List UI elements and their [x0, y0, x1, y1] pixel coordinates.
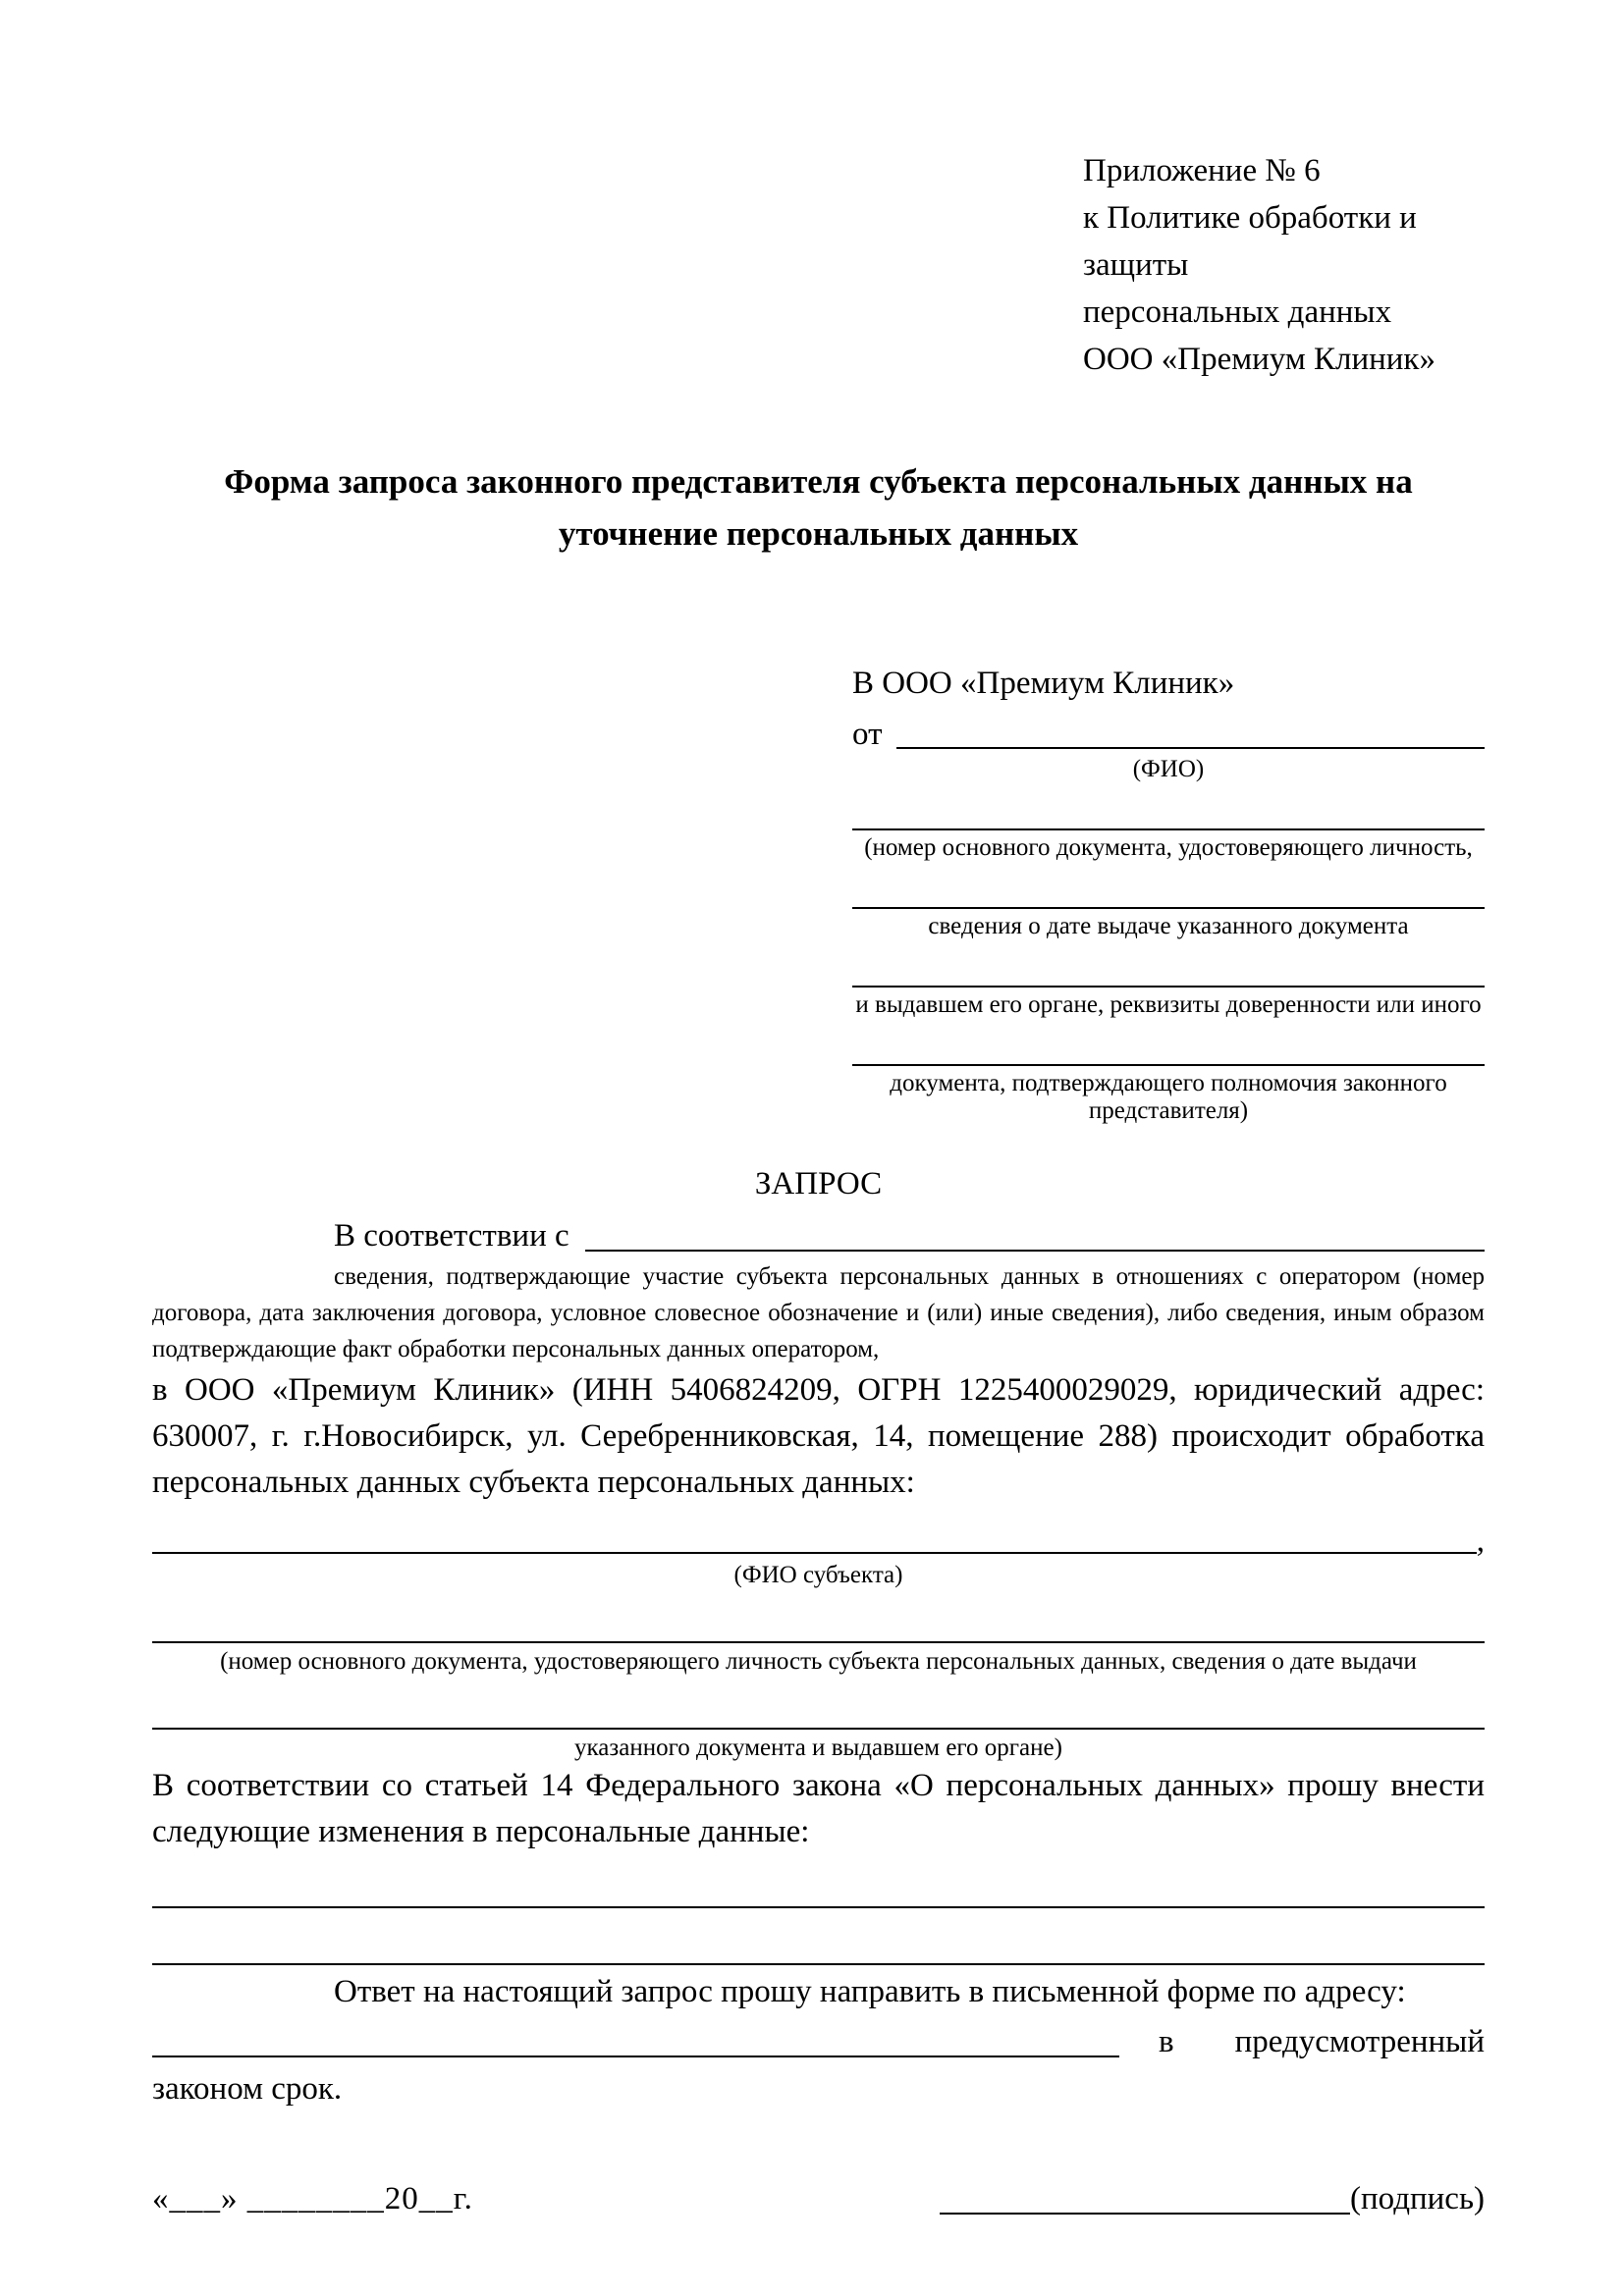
operator-paragraph: в ООО «Премиум Клиник» (ИНН 5406824209, ОГРН 1225400029029, юридический адрес: 630007, г. г.Новосибирск, ул. Серебренниковская, 14, помещение 288) происходит обработка персональных данных субъекта персональных данных: [152, 1372, 1485, 1500]
issue-date-caption: сведения о дате выдаче указанного документа [928, 913, 1409, 939]
reply-sentence: Ответ на настоящий запрос прошу направить в письменной форме по адресу: [334, 1974, 1406, 2009]
date-blank: «___» ________20__г. [152, 2181, 473, 2216]
appendix-line: к Политике обработки и защиты [1083, 200, 1417, 283]
issue-date-blank-line [852, 864, 1485, 909]
subject-document-caption-line2: указанного документа и выдавшем его органе) [574, 1735, 1062, 1761]
subject-fio-caption: (ФИО субъекта) [733, 1562, 903, 1588]
reply-word-predusmotrenny: предусмотренный [1234, 2024, 1485, 2059]
appendix-line: персональных данных [1083, 294, 1392, 330]
request-heading: ЗАПРОС [754, 1166, 883, 1201]
signature-caption: (подпись) [1350, 2181, 1485, 2216]
reply-word-v: в [1159, 2024, 1174, 2059]
changes-blank-line-1 [152, 1855, 1485, 1908]
appendix-line: ООО «Премиум Клиник» [1083, 342, 1435, 377]
appendix-block [1083, 147, 1485, 383]
signature-part [940, 2176, 1485, 2221]
document-number-caption: (номер основного документа, удостоверяющего личность, [864, 834, 1473, 861]
from-label: от [852, 717, 883, 752]
from-fio-blank-line [896, 747, 1486, 749]
document-content [152, 147, 1485, 2221]
comma-tail: , [1476, 1523, 1485, 1559]
document-number-blank-line [852, 785, 1485, 830]
authority-document-blank-line [852, 1021, 1485, 1066]
addressee-block [852, 660, 1485, 1125]
subject-document-caption-line1: (номер основного документа, удостоверяющего личность субъекта персональных данных, сведения о дате выдачи [220, 1648, 1417, 1675]
subject-document-blank-line [152, 1590, 1485, 1643]
subject-fio-row [152, 1506, 1485, 1561]
changes-blank-line-2 [152, 1912, 1485, 1965]
basis-blank-line [585, 1250, 1485, 1252]
signature-blank-line [940, 2213, 1350, 2215]
document-title: Форма запроса законного представителя субъекта персональных данных на уточнение персональных данных [224, 462, 1413, 553]
from-row [852, 707, 1485, 756]
issuing-authority-caption: и выдавшем его органе, реквизиты доверенности или иного [855, 991, 1482, 1018]
fio-caption: (ФИО) [1132, 756, 1205, 782]
reply-address-row [152, 2015, 1485, 2064]
article-paragraph: В соответствии со статьей 14 Федерального закона «О персональных данных» прошу внести следующие изменения в персональные данные: [152, 1768, 1485, 1849]
date-signature-row [152, 2170, 1485, 2221]
subject-document-blank-line-2 [152, 1677, 1485, 1730]
basis-footnote: сведения, подтверждающие участие субъекта персональных данных в отношениях с оператором (номер договора, дата заключения договора, условное словесное обозначение и (или) иные сведения), либо сведения, иным образом подтверждающие факт обработки персональных данных оператором, [152, 1263, 1485, 1362]
reply-address-blank-line [152, 2056, 1119, 2057]
opening-label: В соответствии с [334, 1218, 569, 1254]
reply-tail [1119, 2019, 1485, 2064]
opening-row [152, 1207, 1485, 1258]
appendix-line: Приложение № 6 [1083, 153, 1321, 188]
addressee-organization: В ООО «Премиум Клиник» [852, 666, 1235, 701]
reply-end: законом срок. [152, 2071, 343, 2107]
issuing-authority-blank-line [852, 942, 1485, 988]
authority-document-caption: документа, подтверждающего полномочия законного представителя) [890, 1070, 1447, 1124]
subject-fio-blank-line [152, 1552, 1477, 1554]
